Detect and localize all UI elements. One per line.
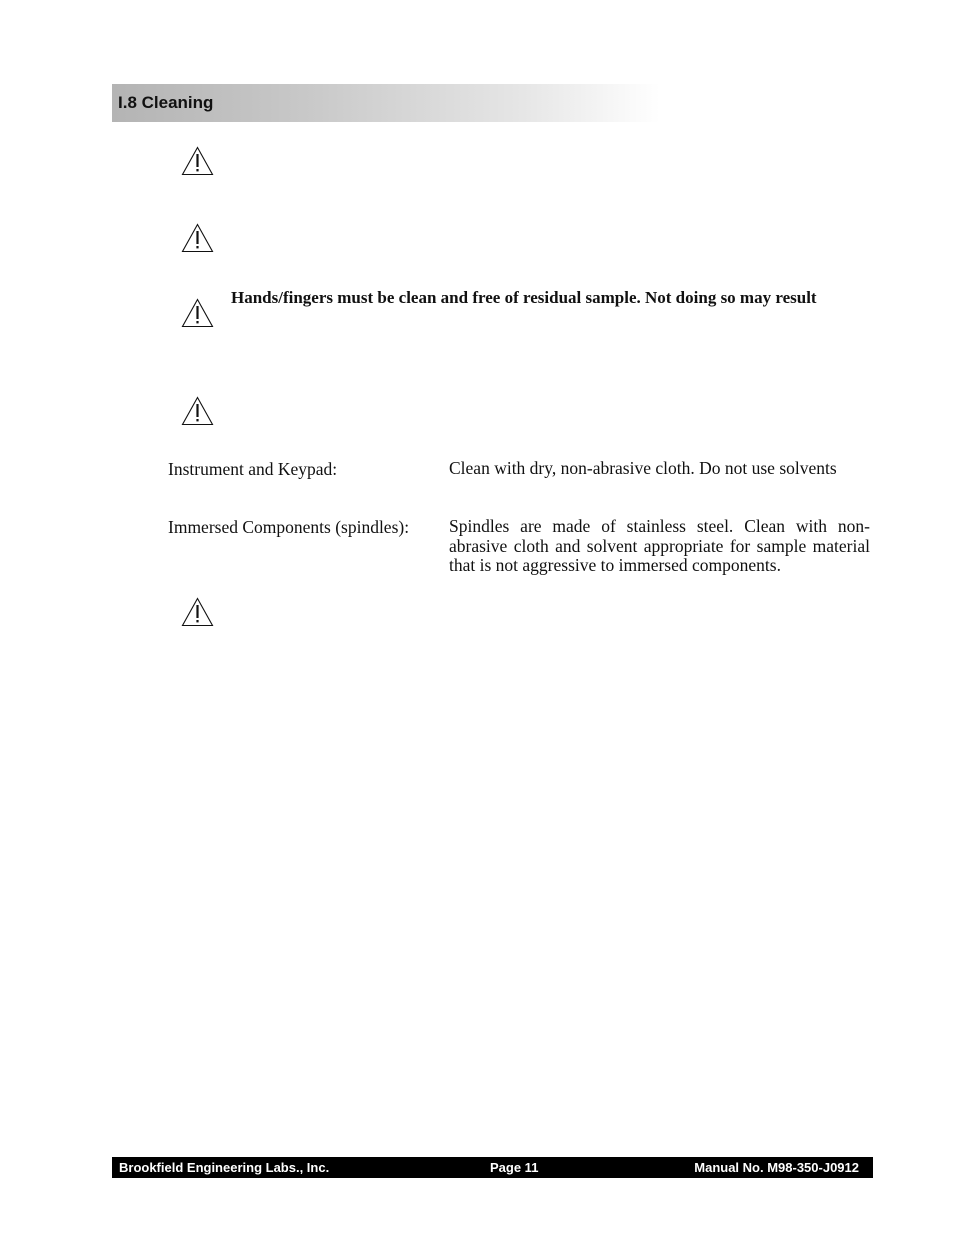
cleaning-item-label: Immersed Components (spindles): [168,517,410,537]
cleaning-item-label: Instrument and Keypad: [168,459,338,479]
warning-triangle-icon [181,298,214,328]
warning-text: Hands/fingers must be clean and free of residual sample. Not doing so may result [231,288,817,307]
page-footer [112,1157,873,1178]
warning-triangle-icon [181,396,214,426]
footer-company: Brookfield Engineering Labs., Inc. [119,1160,330,1175]
footer-page-number: Page 11 [490,1160,539,1175]
cleaning-item-description: Spindles are made of stainless steel. Clean with non-abrasive cloth and solvent appropriate for sample material that is not aggressive to immersed components. [449,516,870,575]
section-title: I.8 Cleaning [118,93,214,112]
section-header [112,84,660,122]
warning-triangle-icon [181,146,214,176]
footer-manual-number: Manual No. M98-350-J0912 [694,1160,859,1175]
warning-triangle-icon [181,597,214,627]
cleaning-item-description: Clean with dry, non-abrasive cloth. Do not use solvents [449,458,837,478]
warning-triangle-icon [181,223,214,253]
